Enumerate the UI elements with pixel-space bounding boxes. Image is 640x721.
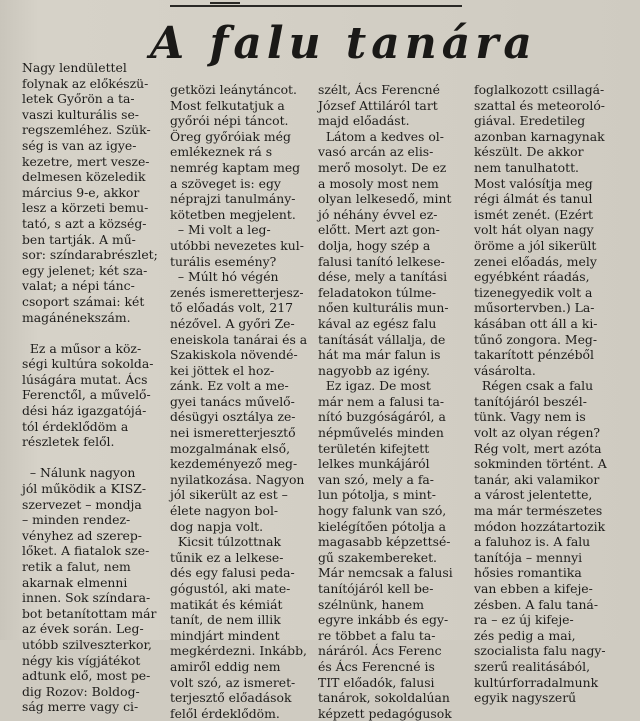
article-column-2: getközi leánytáncot. Most felkutatjuk a győrói népi táncot. Öreg győróiak még emlékeznek rá s nemrég kaptam meg a szöveget is: egy néprajzi tanulmány- kötetben megjelent. – Mi volt a leg- utóbbi nevezetes kul- turális esemény? – Múlt hó végén zenés ismeretterjesz- tő előadás volt, 217 nézővel. A győri Ze- eneiskola tanárai és a Szakiskola növendé- kei jöttek el hoz- zánk. Ez volt a me- gyei tanács művelő- désügyi osztálya ze- nei ismeretterjesztő mozgalmának első, kezdeményező meg- nyilatkozása. Nagyon jól sikerült az est – élete nagyon bol- dog napja volt. Kicsit túlzottnak tűnik ez a lelkese- dés egy falusi peda- gógustól, aki mate- matikát és kémiát tanít, de nem illik mindjárt mindent megkérdezni. Inkább, amiről eddig nem volt szó, az ismeret- terjesztő előadások felől érdeklődöm. [170,82,308,721]
article-column-3: szélt, Ács Ferencné József Attiláról tart majd előadást. Látom a kedves ol- vasó arcán az elis- merő mosolyt. De ez a mosoly most nem olyan lelkesedő, mint jó néhány évvel ez- előtt. Mert azt gon- dolja, hogy szép a falusi tanító lelkese- dése, mely a tanítási feladatokon túlme- nően kulturális mun- kával az egész falu tanítását vállalja, de hát ma már falun is nagyobb az igény. Ez igaz. De most már nem a falusi ta- nító buzgóságáról, a népművelés minden területén kifejtett lelkes munkájáról van szó, mely a fa- lun pótolja, s mint- hogy falunk van szó, kielégítően pótolja a magasabb képzettsé- gű szakembereket. Már nemcsak a falusi tanítójáról kell be- szélnünk, hanem egyre inkább és egy- re többet a falu ta- náráról. Ács Ferenc és Ács Ferencné is TIT előadók, falusi tanárok, sokoldalúan képzett pedagógusok [318,82,453,721]
article-column-4: foglalkozott csillagá- szattal és meteoroló- giával. Eredetileg azonban karnagynak készült. De akkor nem tanulhatott. Most valósítja meg régi álmát és tanul ismét zenét. (Ezért volt hát olyan nagy öröme a jól sikerült zenei előadás, mely egyébként ráadás, tizenegyedik volt a műsortervben.) La- kásában ott áll a ki- tűnő zongora. Meg- takarított pénzéből vásárolta. Régen csak a falu tanítójáról beszél- tünk. Vagy nem is volt az olyan régen? Rég volt, mert azóta sokminden történt. A tanár, aki valamikor a várost jelentette, ma már természetes módon hozzátartozik a faluhoz is. A falu tanítója – mennyi hősies romantika van ebben a kifeje- zésben. A falu taná- ra – ez új kifeje- zés pedig a mai, szocialista falu nagy- szerű realitásából, kultúrforradalmunk egyik nagyszerű [474,82,607,706]
article-column-1: Nagy lendülettel folynak az előkészü- letek Győrön a ta- vaszi kulturális se- regszemléhez. Szük- ség is van az igye- kezetre, mert vesze- delmesen közeledik március 9-e, akkor lesz a körzeti bemu- tató, s azt a község- ben tartják. A mű- sor: színdarabrészlet; egy jelenet; két sza- valat; a népi tánc- csoport számai: két magánénekszám. Ez a műsor a köz- ségi kultúra sokolda- lúságára mutat. Ács Ferenctől, a művelő- dési ház igazgatójá- tól érdeklődöm a részletek felől. – Nálunk nagyon jól működik a KISZ- szervezet – mondja – minden rendez- vényhez ad szerep- lőket. A fiatalok sze- retik a falut, nem akarnak elmenni innen. Sok színdara- bot betanítottam már az évek során. Leg- utóbb szilveszterkor, négy kis vígjátékot adtunk elő, most pe- dig Rozov: Boldog- ság merre vagy ci- [22,60,158,715]
top-rule [170,5,462,7]
top-rule-short [210,2,240,4]
article-headline: A falu tanára [150,18,537,69]
